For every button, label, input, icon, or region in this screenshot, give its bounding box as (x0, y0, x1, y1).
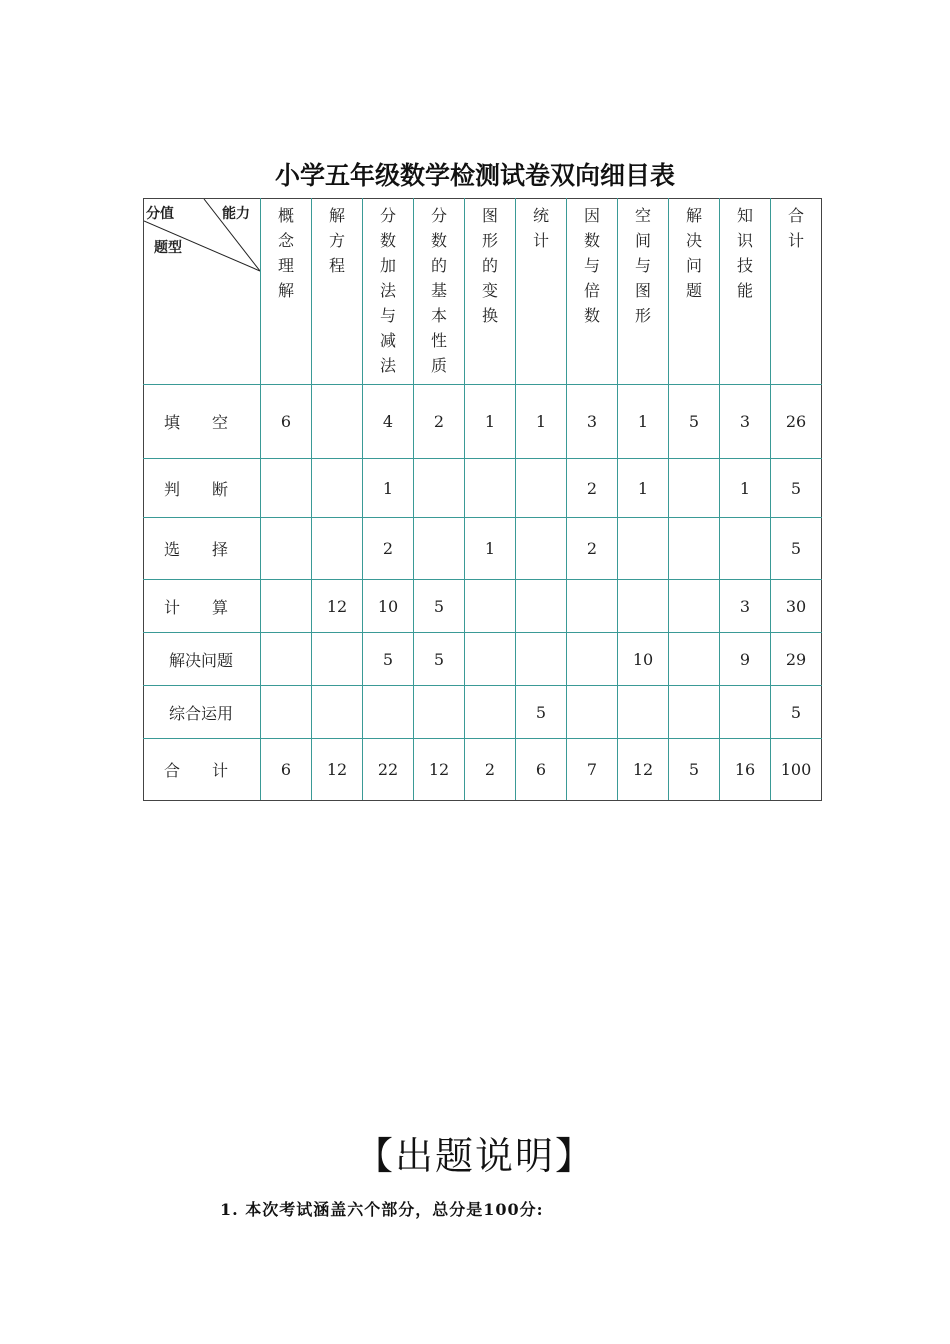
column-header-label: 解决问题 (685, 206, 702, 300)
table-cell (465, 459, 516, 518)
table-cell: 26 (771, 385, 822, 459)
row-label: 填 空 (164, 413, 229, 432)
table-cell: 10 (363, 580, 414, 633)
row-label-cell (144, 459, 261, 518)
corner-label-type: 题型 (154, 240, 182, 256)
table-cell: 4 (363, 385, 414, 459)
table-cell: 100 (771, 739, 822, 801)
table-cell (516, 580, 567, 633)
column-header (312, 199, 363, 385)
table-cell (465, 686, 516, 739)
table-cell (414, 686, 465, 739)
table-cell: 5 (771, 686, 822, 739)
table-cell: 10 (618, 633, 669, 686)
table-cell: 5 (669, 739, 720, 801)
table-row (144, 580, 822, 633)
column-header (516, 199, 567, 385)
table-cell: 3 (720, 385, 771, 459)
table-cell: 2 (567, 518, 618, 580)
table-cell (669, 580, 720, 633)
table-cell (618, 518, 669, 580)
table-row (144, 633, 822, 686)
table-cell: 12 (312, 739, 363, 801)
table-cell: 5 (414, 633, 465, 686)
table-cell: 3 (720, 580, 771, 633)
table-cell (312, 385, 363, 459)
table-cell: 16 (720, 739, 771, 801)
column-header-label: 解方程 (328, 206, 345, 275)
table-cell: 6 (261, 385, 312, 459)
table-cell: 1 (363, 459, 414, 518)
table-cell (363, 686, 414, 739)
table-cell: 12 (312, 580, 363, 633)
table-cell: 3 (567, 385, 618, 459)
table-cell: 2 (414, 385, 465, 459)
column-header-label: 空间与图形 (634, 206, 651, 325)
column-header (618, 199, 669, 385)
column-header (363, 199, 414, 385)
column-header (465, 199, 516, 385)
row-label-cell (144, 633, 261, 686)
column-header (669, 199, 720, 385)
specification-table (143, 198, 822, 801)
table-cell (414, 459, 465, 518)
table-cell (567, 580, 618, 633)
table-cell: 29 (771, 633, 822, 686)
row-label: 计 算 (164, 597, 229, 617)
column-header (261, 199, 312, 385)
table-cell (414, 518, 465, 580)
table-cell: 5 (771, 459, 822, 518)
section-title: 【出题说明】 (354, 1134, 595, 1178)
table-row (144, 518, 822, 580)
corner-label-score: 分值 (146, 206, 174, 222)
table-cell (720, 518, 771, 580)
table-row (144, 385, 822, 459)
note-item: 1. 本次考试涵盖六个部分，总分是100分: (220, 1200, 544, 1219)
table-cell (312, 518, 363, 580)
table-cell: 12 (618, 739, 669, 801)
table-cell: 7 (567, 739, 618, 801)
table-cell (516, 459, 567, 518)
table-cell: 5 (669, 385, 720, 459)
row-label: 解决问题 (169, 650, 234, 670)
table-cell: 6 (516, 739, 567, 801)
table-cell: 1 (720, 459, 771, 518)
table-cell (669, 459, 720, 518)
table-cell (669, 633, 720, 686)
table-cell: 1 (465, 385, 516, 459)
row-label-cell (144, 686, 261, 739)
column-header-label: 统计 (532, 206, 549, 250)
column-header (771, 199, 822, 385)
table-cell (261, 459, 312, 518)
document-title: 小学五年级数学检测试卷双向细目表 (274, 161, 675, 190)
table-cell: 1 (618, 385, 669, 459)
column-header (414, 199, 465, 385)
table-cell: 30 (771, 580, 822, 633)
table-row (144, 739, 822, 801)
table-cell (720, 686, 771, 739)
corner-header-cell (144, 199, 261, 385)
table-cell: 5 (516, 686, 567, 739)
row-label: 合 计 (164, 761, 229, 780)
table-cell (261, 633, 312, 686)
column-header-label: 合计 (787, 206, 804, 250)
table-cell (567, 686, 618, 739)
table-cell: 5 (363, 633, 414, 686)
table-cell (516, 633, 567, 686)
column-header-label: 概念理解 (277, 206, 294, 300)
column-header (720, 199, 771, 385)
table-cell: 5 (414, 580, 465, 633)
row-label: 判 断 (164, 479, 229, 499)
table-cell: 5 (771, 518, 822, 580)
table-cell: 12 (414, 739, 465, 801)
table-cell (669, 686, 720, 739)
table-cell (618, 580, 669, 633)
row-label-cell (144, 518, 261, 580)
table-cell: 6 (261, 739, 312, 801)
table-row (144, 459, 822, 518)
table-cell: 1 (618, 459, 669, 518)
table-cell: 2 (465, 739, 516, 801)
corner-label-ability: 能力 (222, 206, 250, 222)
table-cell (465, 633, 516, 686)
table-cell: 2 (363, 518, 414, 580)
table-cell: 1 (465, 518, 516, 580)
column-header-label: 分数的基本性质 (430, 206, 447, 375)
table-cell (261, 580, 312, 633)
column-header-label: 知识技能 (736, 206, 753, 300)
table-cell: 22 (363, 739, 414, 801)
table-cell (669, 518, 720, 580)
column-header-label: 分数加法与减法 (379, 206, 396, 375)
table-cell (516, 518, 567, 580)
table-cell: 2 (567, 459, 618, 518)
column-header (567, 199, 618, 385)
table-cell (261, 686, 312, 739)
table-cell (261, 518, 312, 580)
table-cell: 9 (720, 633, 771, 686)
table-cell (312, 686, 363, 739)
table-row (144, 686, 822, 739)
column-header-label: 因数与倍数 (583, 206, 600, 325)
table-cell (312, 459, 363, 518)
row-label-cell (144, 580, 261, 633)
row-label: 选 择 (164, 540, 229, 559)
row-label: 综合运用 (169, 703, 234, 723)
column-header-label: 图形的变换 (481, 206, 498, 325)
row-label-cell (144, 385, 261, 459)
row-label-cell (144, 739, 261, 801)
table-cell (618, 686, 669, 739)
table-cell (567, 633, 618, 686)
table-cell: 1 (516, 385, 567, 459)
table-cell (465, 580, 516, 633)
table-cell (312, 633, 363, 686)
